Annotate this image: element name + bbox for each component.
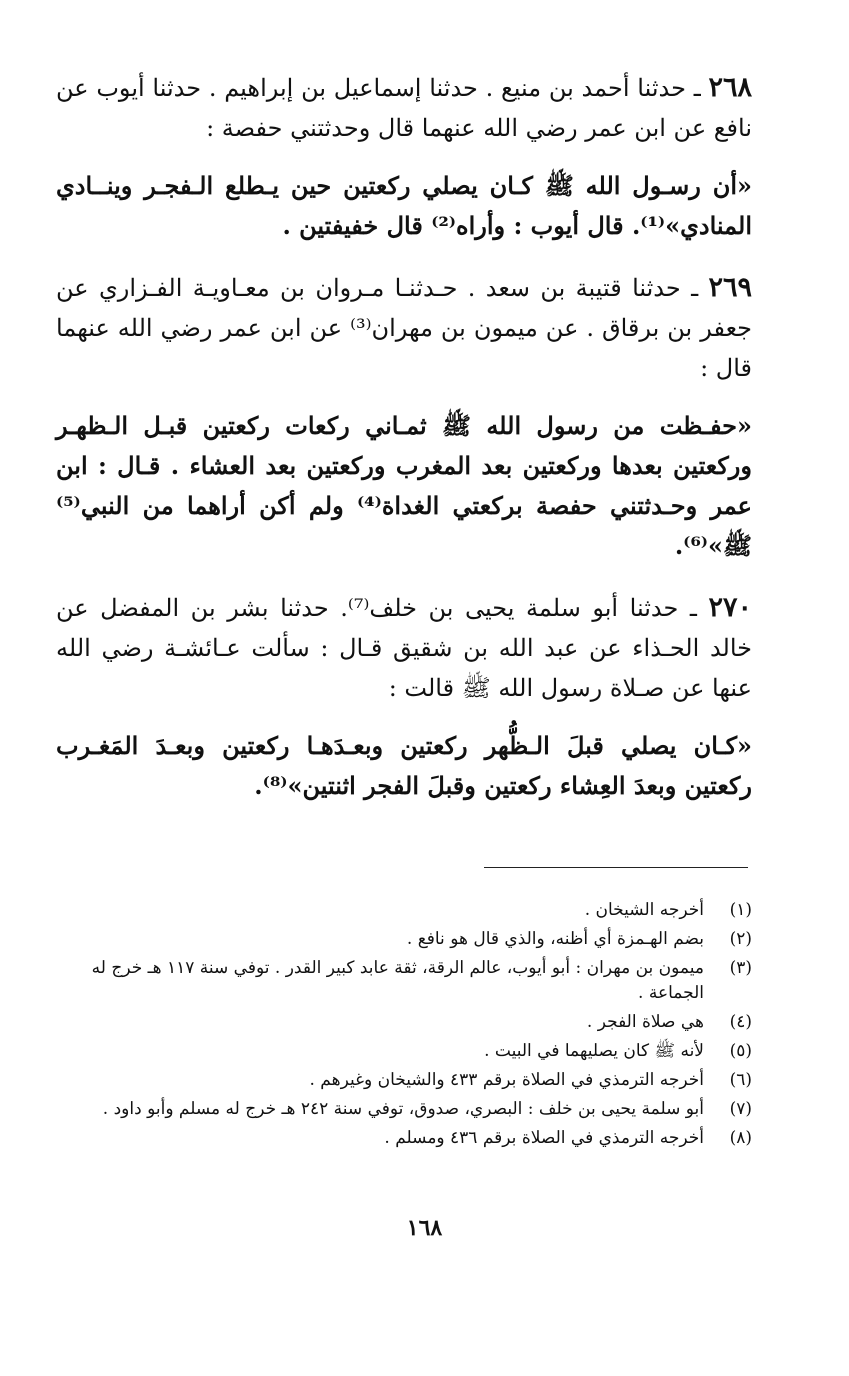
footnote [56, 1068, 752, 1093]
chain-text: حدثنا قتيبة بن سعد . حـدثنـا مـروان بن معـاويـة الفـزاري عن جعفر بن برقاق . عن ميمون بن مهران⁽³⁾ عن ابن عمر رضي الله عنهما قال : [56, 274, 752, 382]
hadith-text-270: «كـان يصلي قبلَ الـظُّهر ركعتين وبعـدَهـا ركعتين وبعـدَ المَغـرب ركعتين وبعدَ العِشاء ركعتين وقبلَ الفجر اثنتين»⁽⁸⁾. [56, 731, 752, 800]
footnote-number: (٨) [729, 1128, 752, 1148]
hadith-text-269: «حفـظت من رسول الله ﷺ ثمـاني ركعات ركعتين قبـل الـظهـر وركعتين بعدها وركعتين بعد المغرب وركعتين بعد العشاء . قـال : ابن عمر وحـدثتني حفصة بركعتي الغداة⁽⁴⁾ ولم أكن أراهما من النبي⁽⁵⁾ ﷺ»⁽⁶⁾. [56, 411, 752, 560]
footnote [56, 1010, 752, 1035]
hadith-number: ٢٦٨ [708, 72, 752, 103]
footnote-text: أخرجه الترمذي في الصلاة برقم ٤٣٣ والشيخان وغيرهم . [309, 1070, 704, 1090]
footnote-number: (٣) [729, 958, 752, 978]
footnote [56, 1126, 752, 1151]
footnote-text: أخرجه الترمذي في الصلاة برقم ٤٣٦ ومسلم . [384, 1128, 704, 1148]
chain-paragraph-269: ٢٦٩ ـ حدثنا قتيبة بن سعد . حـدثنـا مـروان بن معـاويـة الفـزاري عن جعفر بن برقاق . عن ميمون بن مهران⁽³⁾ عن ابن عمر رضي الله عنهما قال : [56, 272, 752, 382]
footnote-text: أخرجه الشيخان . [584, 900, 704, 920]
footnote [56, 956, 752, 1006]
footnote-separator [484, 867, 748, 868]
footnote-number: (٥) [729, 1041, 752, 1061]
footnote-number: (١) [729, 900, 752, 920]
footnote-text: ميمون بن مهران : أبو أيوب، عالم الرقة، ثقة عابد كبير القدر . توفي سنة ١١٧ هـ خرج له الجماعة . [91, 958, 704, 1003]
chain-text: حدثنا أبو سلمة يحيى بن خلف⁽⁷⁾. حدثنا بشر بن المفضل عن خالد الحـذاء عن عبد الله بن شقيق قـال : سألت عـائشـة رضي الله عنها عن صـلاة رسول الله ﷺ قالت : [56, 594, 752, 702]
footnote-text: هي صلاة الفجر . [586, 1012, 704, 1032]
footnote [56, 927, 752, 952]
footnote-text: لأنه ﷺ كان يصليهما في البيت . [484, 1041, 704, 1061]
footnote-text: أبو سلمة يحيى بن خلف : البصري، صدوق، توفي سنة ٢٤٢ هـ خرج له مسلم وأبو داود . [102, 1099, 704, 1119]
footnote-text: بضم الهـمزة أي أظنه، والذي قال هو نافع . [406, 929, 704, 949]
hadith-text-268: «أن رسـول الله ﷺ كـان يصلي ركعتين حين يـطلع الـفجـر وينــادي المنادي»⁽¹⁾. قال أيوب : وأراه⁽²⁾ قال خفيفتين . [56, 171, 752, 240]
footnote [56, 1039, 752, 1064]
footnote [56, 1097, 752, 1122]
footnote-number: (٢) [729, 929, 752, 949]
footnote-number: (٦) [729, 1070, 752, 1090]
footnote-number: (٤) [729, 1012, 752, 1032]
chain-paragraph-268: ٢٦٨ ـ حدثنا أحمد بن منيع . حدثنا إسماعيل بن إبراهيم . حدثنا أيوب عن نافع عن ابن عمر رضي الله عنهما قال وحدثتني حفصة : [56, 72, 752, 142]
main-text [56, 68, 752, 828]
footnote [56, 898, 752, 923]
chain-paragraph-270: ٢٧٠ ـ حدثنا أبو سلمة يحيى بن خلف⁽⁷⁾. حدثنا بشر بن المفضل عن خالد الحـذاء عن عبد الله بن شقيق قـال : سألت عـائشـة رضي الله عنها عن صـلاة رسول الله ﷺ قالت : [56, 592, 752, 702]
page-number: ١٦٨ [406, 1215, 443, 1241]
footnote-number: (٧) [729, 1099, 752, 1119]
hadith-number: ٢٦٩ [708, 272, 752, 303]
footnotes [56, 898, 752, 1155]
hadith-number: ٢٧٠ [708, 592, 752, 623]
chain-text: حدثنا أحمد بن منيع . حدثنا إسماعيل بن إبراهيم . حدثنا أيوب عن نافع عن ابن عمر رضي الله عنهما قال وحدثتني حفصة : [56, 74, 752, 142]
